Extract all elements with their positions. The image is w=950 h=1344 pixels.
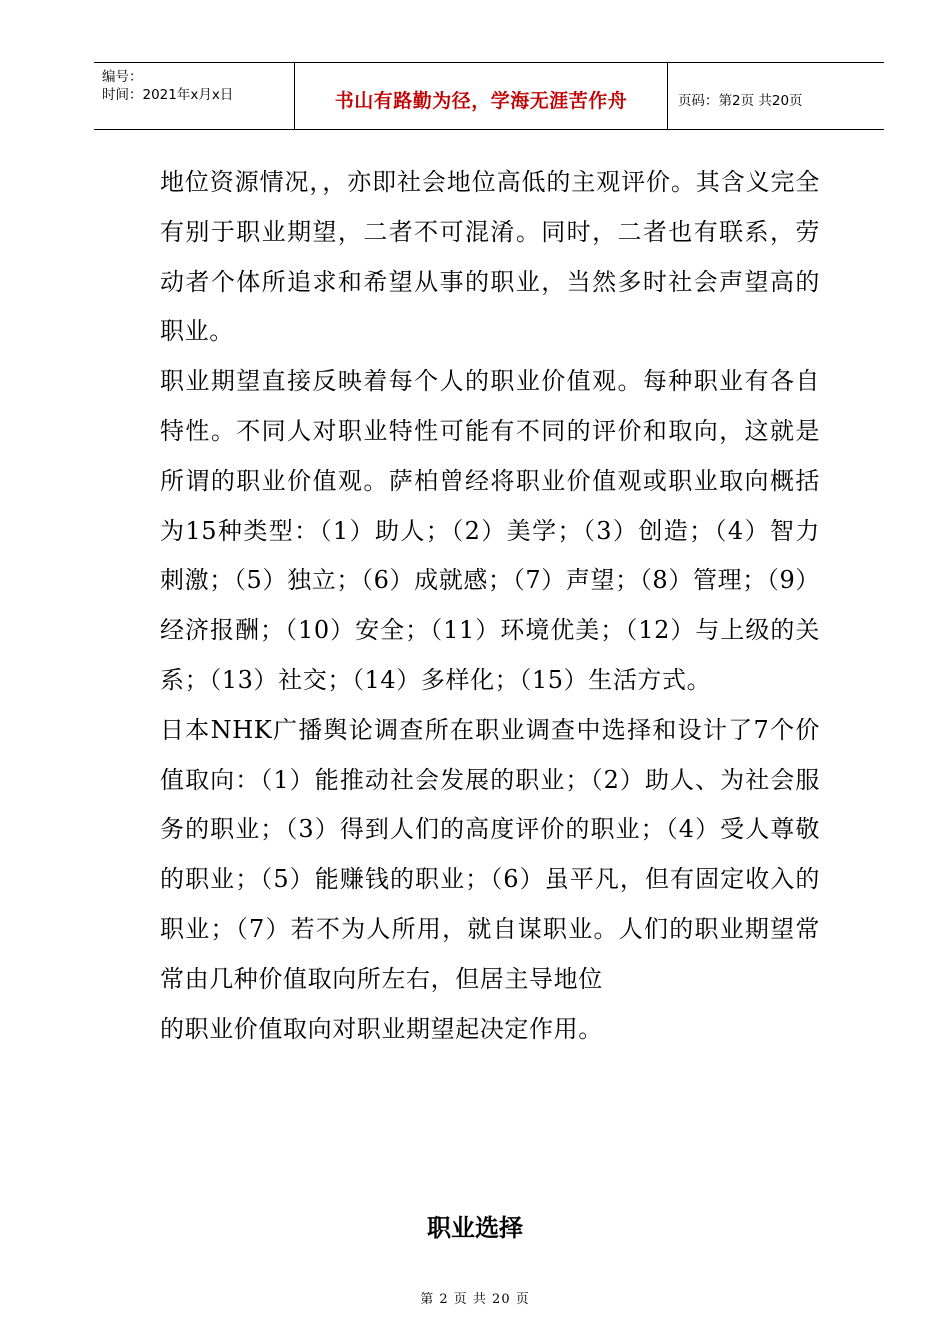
time-label: 时间：2021年x月x日: [102, 87, 234, 103]
paragraph: 日本NHK广播舆论调查所在职业调查中选择和设计了7个价值取向：（1）能推动社会发展的职业；（2）助人、为社会服务的职业；（3）得到人们的高度评价的职业；（4）受人尊敬的职业；（5）能赚钱的职业；（6）虽平凡，但有固定收入的职业；（7）若不为人所用，就自谋职业。人们的职业期望常常由几种价值取向所左右，但居主导地位: [160, 715, 820, 993]
motto-text: 书山有路勤为径，学海无涯苦作舟: [334, 89, 628, 112]
page-header: [94, 62, 884, 130]
header-motto-cell: [295, 63, 668, 129]
paragraph: 地位资源情况，，亦即社会地位高低的主观评价。其含义完全有别于职业期望，二者不可混淆。同时，二者也有联系，劳动者个体所追求和希望从事的职业，当然多时社会声望高的职业。: [160, 168, 820, 346]
header-meta: [94, 63, 295, 129]
document-body: [160, 158, 820, 1054]
paragraph: 的职业价值取向对职业期望起决定作用。: [160, 1014, 603, 1043]
page-info-text: 页码：第2页 共20页: [678, 93, 803, 109]
code-label: 编号：: [102, 69, 143, 85]
header-page-info: [668, 63, 884, 129]
section-heading: 职业选择: [427, 1214, 523, 1242]
paragraph: 职业期望直接反映着每个人的职业价值观。每种职业有各自特性。不同人对职业特性可能有不同的评价和取向，这就是所谓的职业价值观。萨柏曾经将职业价值观或职业取向概括为15种类型：（1）助人；（2）美学；（3）创造；（4）智力刺激；（5）独立；（6）成就感；（7）声望；（8）管理；（9）经济报酬；（10）安全；（11）环境优美；（12）与上级的关系；（13）社交；（14）多样化；（15）生活方式。: [160, 367, 820, 694]
page-footer: 第 2 页 共 20 页: [420, 1292, 530, 1307]
